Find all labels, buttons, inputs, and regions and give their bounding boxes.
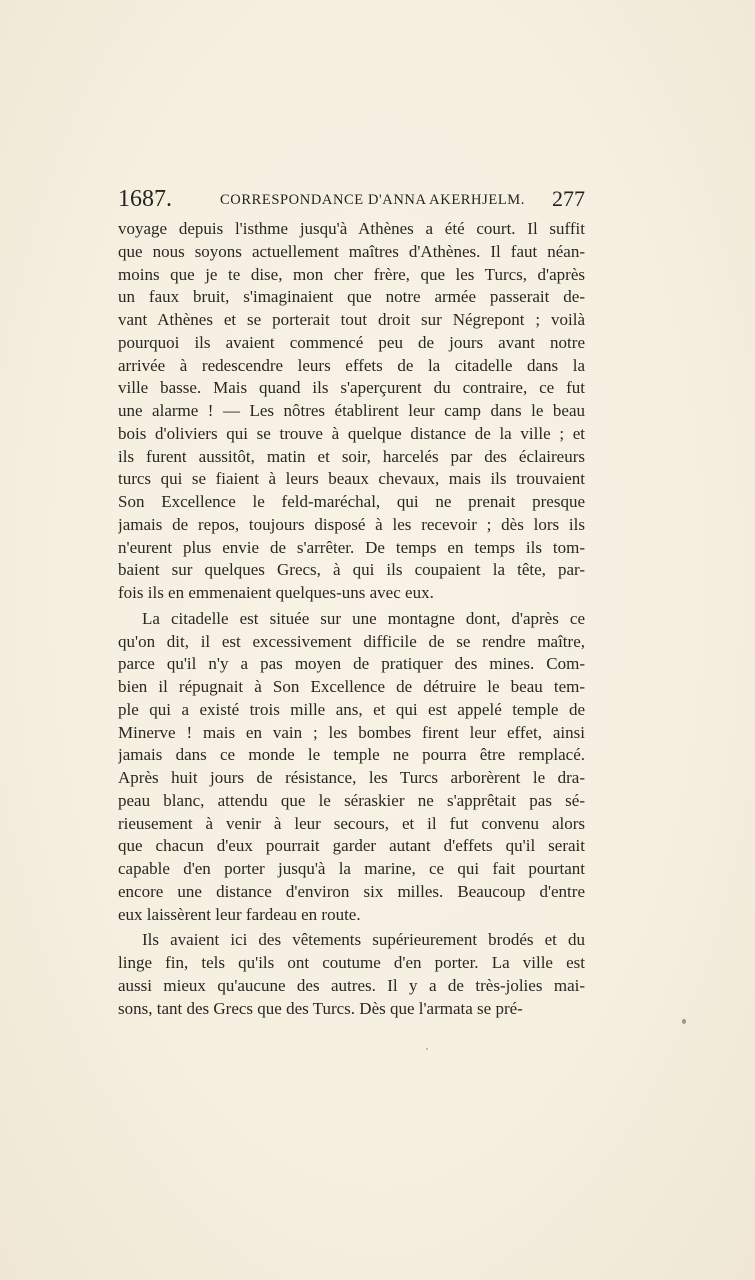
text-line: rieusement à venir à leur secours, et il fut convenu alors (118, 813, 585, 833)
page-number: 277 (552, 186, 585, 211)
running-title: CORRESPONDANCE D'ANNA AKERHJELM. (220, 192, 525, 208)
paragraph (118, 218, 585, 605)
text-line: baient sur quelques Grecs, à qui ils coupaient la tête, par- (118, 560, 585, 580)
paragraph (118, 929, 585, 1020)
text-line: turcs qui se fiaient à leurs beaux chevaux, mais ils trouvaient (118, 469, 585, 489)
text-line: n'eurent plus envie de s'arrêter. De temps en temps ils tom- (118, 537, 585, 557)
text-line: jamais de repos, toujours disposé à les recevoir ; dès lors ils (118, 514, 585, 534)
text-line: eux laissèrent leur fardeau en route. (118, 904, 361, 924)
text-line: fois ils en emmenaient quelques-uns avec eux. (118, 583, 434, 602)
text-line: un faux bruit, s'imaginaient que notre armée passerait de- (118, 287, 585, 307)
text-line: que nous soyons actuellement maîtres d'Athènes. Il faut néan- (118, 241, 585, 261)
text-line: jamais dans ce monde le temple ne pourra être remplacé. (118, 745, 585, 765)
text-line: Après huit jours de résistance, les Turcs arborèrent le dra- (118, 768, 585, 787)
text-line: sons, tant des Grecs que des Turcs. Dès que l'armata se pré- (118, 998, 523, 1018)
header-year: 1687. (118, 186, 172, 212)
text-line: ple qui a existé trois mille ans, et qui est appelé temple de (118, 699, 585, 719)
text-line: bien il répugnait à Son Excellence de détruire le beau tem- (118, 677, 585, 696)
text-line: Minerve ! mais en vain ; les bombes firent leur effet, ainsi (118, 722, 585, 742)
text-line: capable d'en porter jusqu'à la marine, ce qui fait pourtant (118, 859, 585, 878)
text-line: bois d'oliviers qui se trouve à quelque distance de la ville ; et (118, 423, 585, 443)
text-line: vant Athènes et se porterait tout droit sur Négrepont ; voilà (118, 310, 585, 329)
ink-speck (426, 1048, 428, 1050)
text-line: ils furent aussitôt, matin et soir, harcelés par des éclaireurs (118, 446, 585, 466)
text-line: moins que je te dise, mon cher frère, que les Turcs, d'après (118, 264, 585, 284)
text-line: ville basse. Mais quand ils s'aperçurent du contraire, ce fut (118, 378, 585, 398)
text-line: Son Excellence le feld-maréchal, qui ne prenait presque (118, 492, 585, 511)
text-line: que chacun d'eux pourrait garder autant d'effets qu'il serait (118, 836, 585, 856)
text-line: peau blanc, attendu que le séraskier ne s'apprêtait pas sé- (118, 790, 585, 810)
text-line: Ils avaient ici des vêtements supérieurement brodés et du (142, 930, 585, 950)
text-line: qu'on dit, il est excessivement difficile de se rendre maître, (118, 631, 585, 651)
text-line: arrivée à redescendre leurs effets de la citadelle dans la (118, 355, 585, 375)
body-text (118, 218, 585, 1020)
text-line: linge fin, tels qu'ils ont coutume d'en porter. La ville est (118, 953, 585, 972)
text-line: aussi mieux qu'aucune des autres. Il y a de très-jolies mai- (118, 975, 585, 995)
text-line: La citadelle est située sur une montagne dont, d'après ce (142, 608, 585, 628)
text-line: encore une distance d'environ six milles. Beaucoup d'entre (118, 881, 585, 901)
page-header (118, 186, 585, 214)
text-line: pourquoi ils avaient commencé peu de jours avant notre (118, 332, 585, 352)
paragraph (118, 608, 585, 927)
ink-speck (682, 1019, 686, 1024)
text-line: voyage depuis l'isthme jusqu'à Athènes a été court. Il suffit (118, 219, 585, 238)
text-line: parce qu'il n'y a pas moyen de pratiquer des mines. Com- (118, 654, 585, 674)
text-line: une alarme ! — Les nôtres établirent leur camp dans le beau (118, 401, 585, 420)
